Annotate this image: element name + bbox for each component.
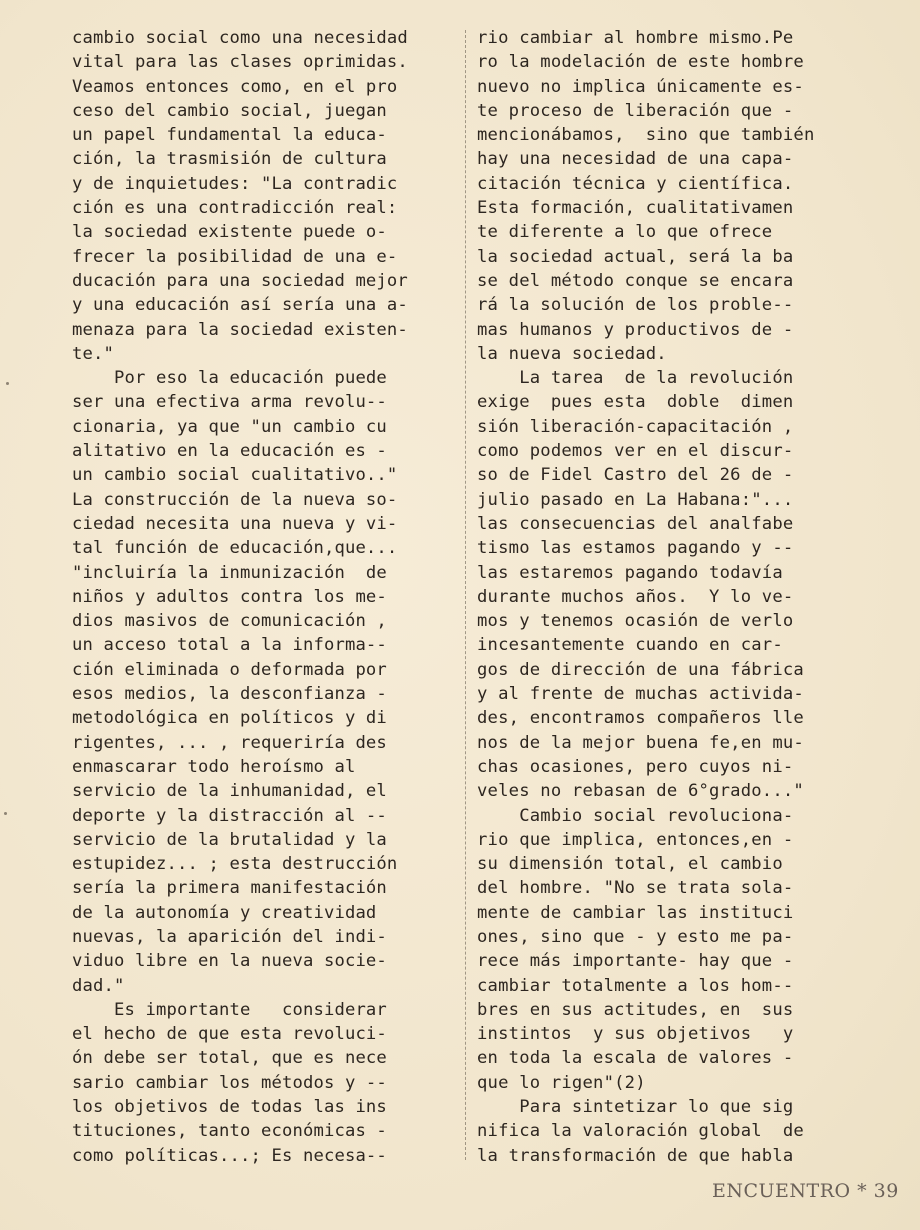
- right-column-line: rio que implica, entonces,en -: [477, 829, 794, 850]
- left-column-line: "incluiría la inmunización de: [72, 562, 387, 583]
- left-column-line: ser una efectiva arma revolu--: [72, 392, 387, 413]
- right-column-line: sión liberación-capacitación ,: [477, 416, 794, 437]
- left-column-line: servicio de la brutalidad y la: [72, 829, 387, 850]
- right-column-line: cambiar totalmente a los hom--: [477, 975, 794, 996]
- left-column-line: Por eso la educación puede: [72, 368, 387, 389]
- right-column-line: nuevo no implica únicamente es-: [477, 76, 804, 97]
- right-column-line: te diferente a lo que ofrece: [477, 222, 773, 243]
- left-column-line: metodológica en políticos y di: [72, 708, 387, 729]
- right-column-line: mente de cambiar las instituci: [477, 902, 794, 923]
- left-column-line: enmascarar todo heroísmo al: [72, 756, 356, 777]
- right-column-line: la nueva sociedad.: [477, 343, 667, 364]
- right-column-line: La tarea de la revolución: [477, 368, 794, 389]
- right-column-line: ro la modelación de este hombre: [477, 52, 804, 73]
- left-column-line: sario cambiar los métodos y --: [72, 1072, 387, 1093]
- ink-speck: [4, 812, 7, 815]
- left-column-line: estupidez... ; esta destrucción: [72, 854, 398, 875]
- left-column-line: Es importante considerar: [72, 999, 387, 1020]
- left-column-line: un cambio social cualitativo..": [72, 465, 398, 486]
- right-column-line: nos de la mejor buena fe,en mu-: [477, 732, 804, 753]
- right-column-line: chas ocasiones, pero cuyos ni-: [477, 756, 794, 777]
- left-column-line: y de inquietudes: "La contradic: [72, 173, 398, 194]
- left-column-line: La construcción de la nueva so-: [72, 489, 398, 510]
- right-column-line: mos y tenemos ocasión de verlo: [477, 611, 794, 632]
- left-column-line: alitativo en la educación es -: [72, 441, 387, 462]
- left-column-line: ducación para una sociedad mejor: [72, 270, 408, 291]
- left-column-line: el hecho de que esta revoluci-: [72, 1024, 387, 1045]
- left-text-column: [72, 26, 467, 1168]
- right-column-line: julio pasado en La Habana:"...: [477, 489, 794, 510]
- right-column-line: nifica la valoración global de: [477, 1121, 804, 1142]
- right-column-line: como podemos ver en el discur-: [477, 441, 794, 462]
- left-column-line: un acceso total a la informa--: [72, 635, 387, 656]
- right-column-line: durante muchos años. Y lo ve-: [477, 586, 794, 607]
- right-column-line: gos de dirección de una fábrica: [477, 659, 804, 680]
- left-column-line: la sociedad existente puede o-: [72, 222, 387, 243]
- left-column-line: ciedad necesita una nueva y vi-: [72, 513, 398, 534]
- ink-speck: [6, 382, 9, 385]
- left-column-line: como políticas...; Es necesa--: [72, 1145, 387, 1166]
- left-column-line: tal función de educación,que...: [72, 538, 398, 559]
- right-column-line: las estaremos pagando todavía: [477, 562, 783, 583]
- right-column-line: se del método conque se encara: [477, 270, 794, 291]
- left-column-line: de la autonomía y creatividad: [72, 902, 377, 923]
- right-column-line: Esta formación, cualitativamen: [477, 198, 794, 219]
- right-column-line: mas humanos y productivos de -: [477, 319, 794, 340]
- right-column-line: Cambio social revoluciona-: [477, 805, 794, 826]
- right-column-line: hay una necesidad de una capa-: [477, 149, 794, 170]
- right-column-line: la sociedad actual, será la ba: [477, 246, 794, 267]
- right-column-line: del hombre. "No se trata sola-: [477, 878, 794, 899]
- left-column-line: Veamos entonces como, en el pro: [72, 76, 398, 97]
- left-column-line: rigentes, ... , requeriría des: [72, 732, 387, 753]
- left-column-line: menaza para la sociedad existen-: [72, 319, 408, 340]
- left-column-line: ceso del cambio social, juegan: [72, 100, 387, 121]
- right-column-line: incesantemente cuando en car-: [477, 635, 783, 656]
- left-column-line: cambio social como una necesidad: [72, 28, 408, 48]
- left-column-line: vital para las clases oprimidas.: [72, 52, 408, 73]
- column-divider: [465, 30, 466, 1160]
- right-column-line: citación técnica y científica.: [477, 173, 794, 194]
- left-column-line: dad.": [72, 975, 125, 996]
- right-column-line: su dimensión total, el cambio: [477, 854, 783, 875]
- right-column-line: te proceso de liberación que -: [477, 100, 794, 121]
- left-column-line: ción eliminada o deformada por: [72, 659, 387, 680]
- left-column-line: viduo libre en la nueva socie-: [72, 951, 387, 972]
- right-column-line: rece más importante- hay que -: [477, 951, 794, 972]
- right-column-line: y al frente de muchas activida-: [477, 684, 804, 705]
- left-column-line: esos medios, la desconfianza -: [72, 684, 387, 705]
- right-column-line: ones, sino que - y esto me pa-: [477, 926, 794, 947]
- right-column-line: veles no rebasan de 6°grado...": [477, 781, 804, 802]
- right-column-line: exige pues esta doble dimen: [477, 392, 794, 413]
- right-column-line: Para sintetizar lo que sig: [477, 1097, 794, 1118]
- right-column-line: bres en sus actitudes, en sus: [477, 999, 794, 1020]
- right-column-line: tismo las estamos pagando y --: [477, 538, 794, 559]
- left-column-line: los objetivos de todas las ins: [72, 1097, 387, 1118]
- left-column-line: sería la primera manifestación: [72, 878, 387, 899]
- right-column-line: en toda la escala de valores -: [477, 1048, 794, 1069]
- right-column-line: la transformación de que habla: [477, 1145, 794, 1166]
- right-column-line: rá la solución de los proble--: [477, 295, 794, 316]
- left-column-line: cionaria, ya que "un cambio cu: [72, 416, 387, 437]
- right-column-line: las consecuencias del analfabe: [477, 513, 794, 534]
- left-column-line: ción es una contradicción real:: [72, 198, 398, 219]
- right-column-line: des, encontramos compañeros lle: [477, 708, 804, 729]
- right-column-line: mencionábamos, sino que también: [477, 125, 815, 146]
- left-column-line: ción, la trasmisión de cultura: [72, 149, 387, 170]
- left-column-line: te.": [72, 343, 114, 364]
- page-footer: ENCUENTRO * 39: [712, 1180, 899, 1202]
- left-column-line: dios masivos de comunicación ,: [72, 611, 387, 632]
- left-column-line: niños y adultos contra los me-: [72, 586, 387, 607]
- right-column-line: rio cambiar al hombre mismo.Pe: [477, 28, 794, 48]
- left-column-line: servicio de la inhumanidad, el: [72, 781, 387, 802]
- left-column-line: deporte y la distracción al --: [72, 805, 387, 826]
- left-column-line: ón debe ser total, que es nece: [72, 1048, 387, 1069]
- left-column-line: un papel fundamental la educa-: [72, 125, 387, 146]
- right-column-line: so de Fidel Castro del 26 de -: [477, 465, 794, 486]
- left-column-line: tituciones, tanto económicas -: [72, 1121, 387, 1142]
- right-text-column: [477, 26, 877, 1168]
- right-column-line: que lo rigen"(2): [477, 1072, 646, 1093]
- right-column-line: instintos y sus objetivos y: [477, 1024, 794, 1045]
- left-column-line: y una educación así sería una a-: [72, 295, 408, 316]
- left-column-line: frecer la posibilidad de una e-: [72, 246, 398, 267]
- left-column-line: nuevas, la aparición del indi-: [72, 926, 387, 947]
